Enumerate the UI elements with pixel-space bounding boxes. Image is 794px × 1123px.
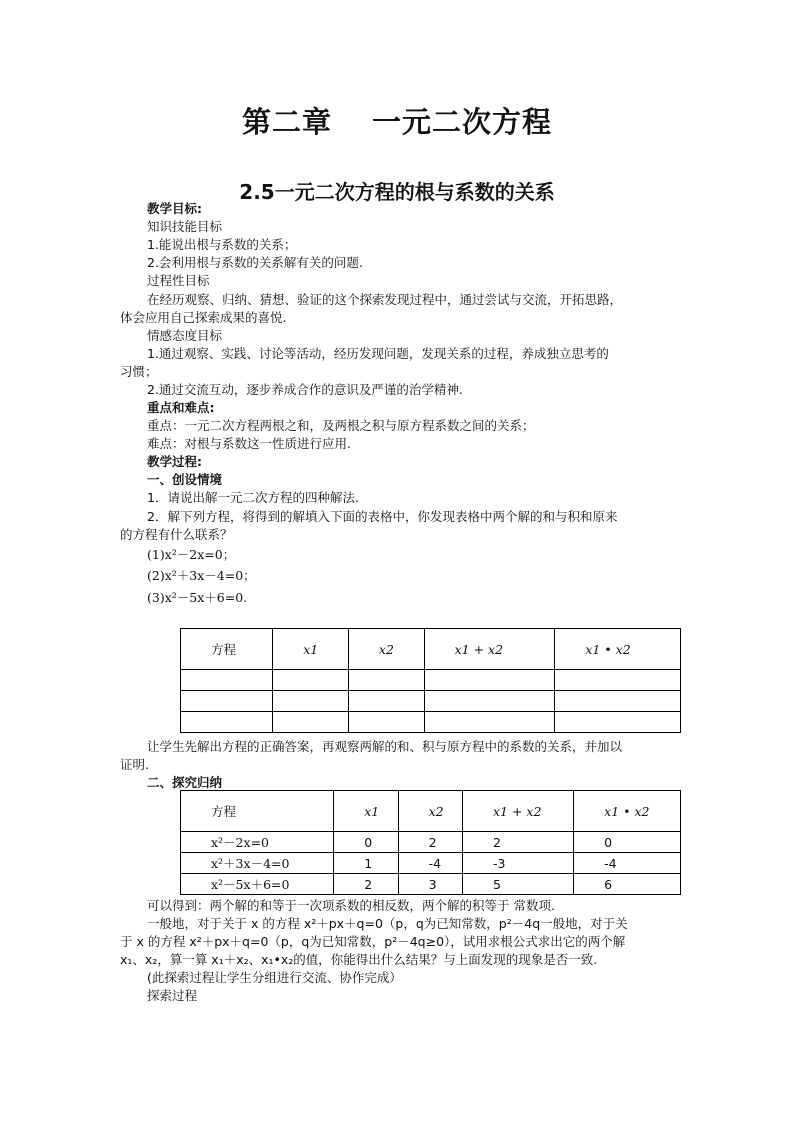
results-table [180, 790, 681, 895]
table-cell: 2 [462, 832, 573, 853]
table-row [181, 853, 681, 874]
table-header-cell: 方程 [181, 791, 334, 832]
chapter-title [0, 100, 794, 141]
blank-table [180, 628, 681, 733]
text-line: 重点：一元二次方程两根之和，及两根之积与原方程系数之间的关系； [147, 418, 535, 433]
text-line: 让学生先解出方程的正确答案，再观察两解的和、积与原方程中的系数的关系，并加以 [147, 739, 623, 754]
table-header-cell: x1 • x2 [555, 629, 681, 670]
table-cell: x²＋3x－4=0 [181, 853, 334, 874]
equation-3: (3)x²－5x＋6=0. [147, 590, 248, 605]
heading-teaching-process: 教学过程: [147, 454, 202, 469]
heading-explore: 二、探究归纳 [147, 775, 223, 790]
table-header-cell: x1 [273, 629, 349, 670]
table-cell: 5 [462, 874, 573, 895]
chapter-name: 一元二次方程 [372, 105, 553, 139]
text-line: 1．请说出解一元二次方程的四种解法. [147, 490, 359, 505]
chapter-prefix: 第二章 [241, 105, 332, 139]
text-line: 一般地，对于关于 x 的方程 x²＋px＋q=0（p，q为已知常数，p²－4q一般地，对于关 [147, 916, 628, 931]
table-cell: 2 [334, 874, 398, 895]
conclusion-line: 可以得到：两个解的和等于一次项系数的相反数，两个解的积等于 常数项. [147, 898, 555, 913]
table-header-cell: x1 [334, 791, 398, 832]
table-cell: -4 [574, 853, 681, 874]
table-cell: 2 [398, 832, 462, 853]
table-cell: 6 [574, 874, 681, 895]
table-row [181, 832, 681, 853]
text-line: 2.会利用根与系数的关系解有关的问题. [147, 255, 363, 270]
table-cell: 0 [574, 832, 681, 853]
text-line: 2．解下列方程，将得到的解填入下面的表格中，你发现表格中两个解的和与积和原来 [147, 509, 618, 524]
table-header-cell: x2 [348, 629, 424, 670]
table-header-cell: x1 + x2 [424, 629, 555, 670]
heading-scenario: 一、创设情境 [147, 472, 223, 487]
table-cell: x²－5x＋6=0 [181, 874, 334, 895]
table-header-cell: 方程 [181, 629, 273, 670]
table-cell: x²－2x=0 [181, 832, 334, 853]
table-cell: 3 [398, 874, 462, 895]
text-line: 证明. [120, 757, 149, 772]
text-line: 2.通过交流互动，逐步养成合作的意识及严谨的治学精神. [147, 382, 463, 397]
text-line: x₁、x₂，算一算 x₁＋x₂、x₁•x₂的值，你能得出什么结果？与上面发现的现象是否一致. [120, 952, 598, 967]
section-title: 2.5一元二次方程的根与系数的关系 [239, 180, 555, 204]
table-header-cell: x1 • x2 [574, 791, 681, 832]
text-line: 体会应用自己探索成果的喜悦. [120, 310, 287, 325]
table-header-cell: x1 + x2 [462, 791, 573, 832]
text-line: 过程性目标 [147, 273, 210, 288]
text-line: 难点：对根与系数这一性质进行应用. [147, 436, 351, 451]
text-line: 1.能说出根与系数的关系； [147, 237, 297, 252]
text-line: 探索过程 [147, 988, 198, 1003]
table-row [181, 712, 681, 733]
equation-1: (1)x²－2x=0； [147, 547, 236, 562]
table-row [181, 670, 681, 691]
text-line: 于 x 的方程 x²＋px＋q=0（p，q为已知常数，p²－4q≥0），试用求根公式求出它的两个解 [120, 934, 626, 949]
table-header-cell: x2 [398, 791, 462, 832]
text-line: 在经历观察、归纳、猜想、验证的这个探索发现过程中，通过尝试与交流，开拓思路， [147, 292, 623, 307]
table-cell: 0 [334, 832, 398, 853]
text-line: 知识技能目标 [147, 219, 223, 234]
text-line: 习惯； [120, 364, 158, 379]
equation-2: (2)x²＋3x－4=0； [147, 568, 256, 583]
text-line: (此探索过程让学生分组进行交流、协作完成） [147, 970, 402, 985]
heading-key-points: 重点和难点: [147, 400, 215, 415]
table-row [181, 691, 681, 712]
text-line: 的方程有什么联系？ [120, 527, 233, 542]
heading-teaching-goals: 教学目标: [147, 201, 202, 216]
text-line: 1.通过观察、实践、讨论等活动，经历发现问题，发现关系的过程，养成独立思考的 [147, 346, 609, 361]
table-cell: -3 [462, 853, 573, 874]
text-line: 情感态度目标 [147, 328, 223, 343]
table-cell: -4 [398, 853, 462, 874]
table-row [181, 874, 681, 895]
table-cell: 1 [334, 853, 398, 874]
